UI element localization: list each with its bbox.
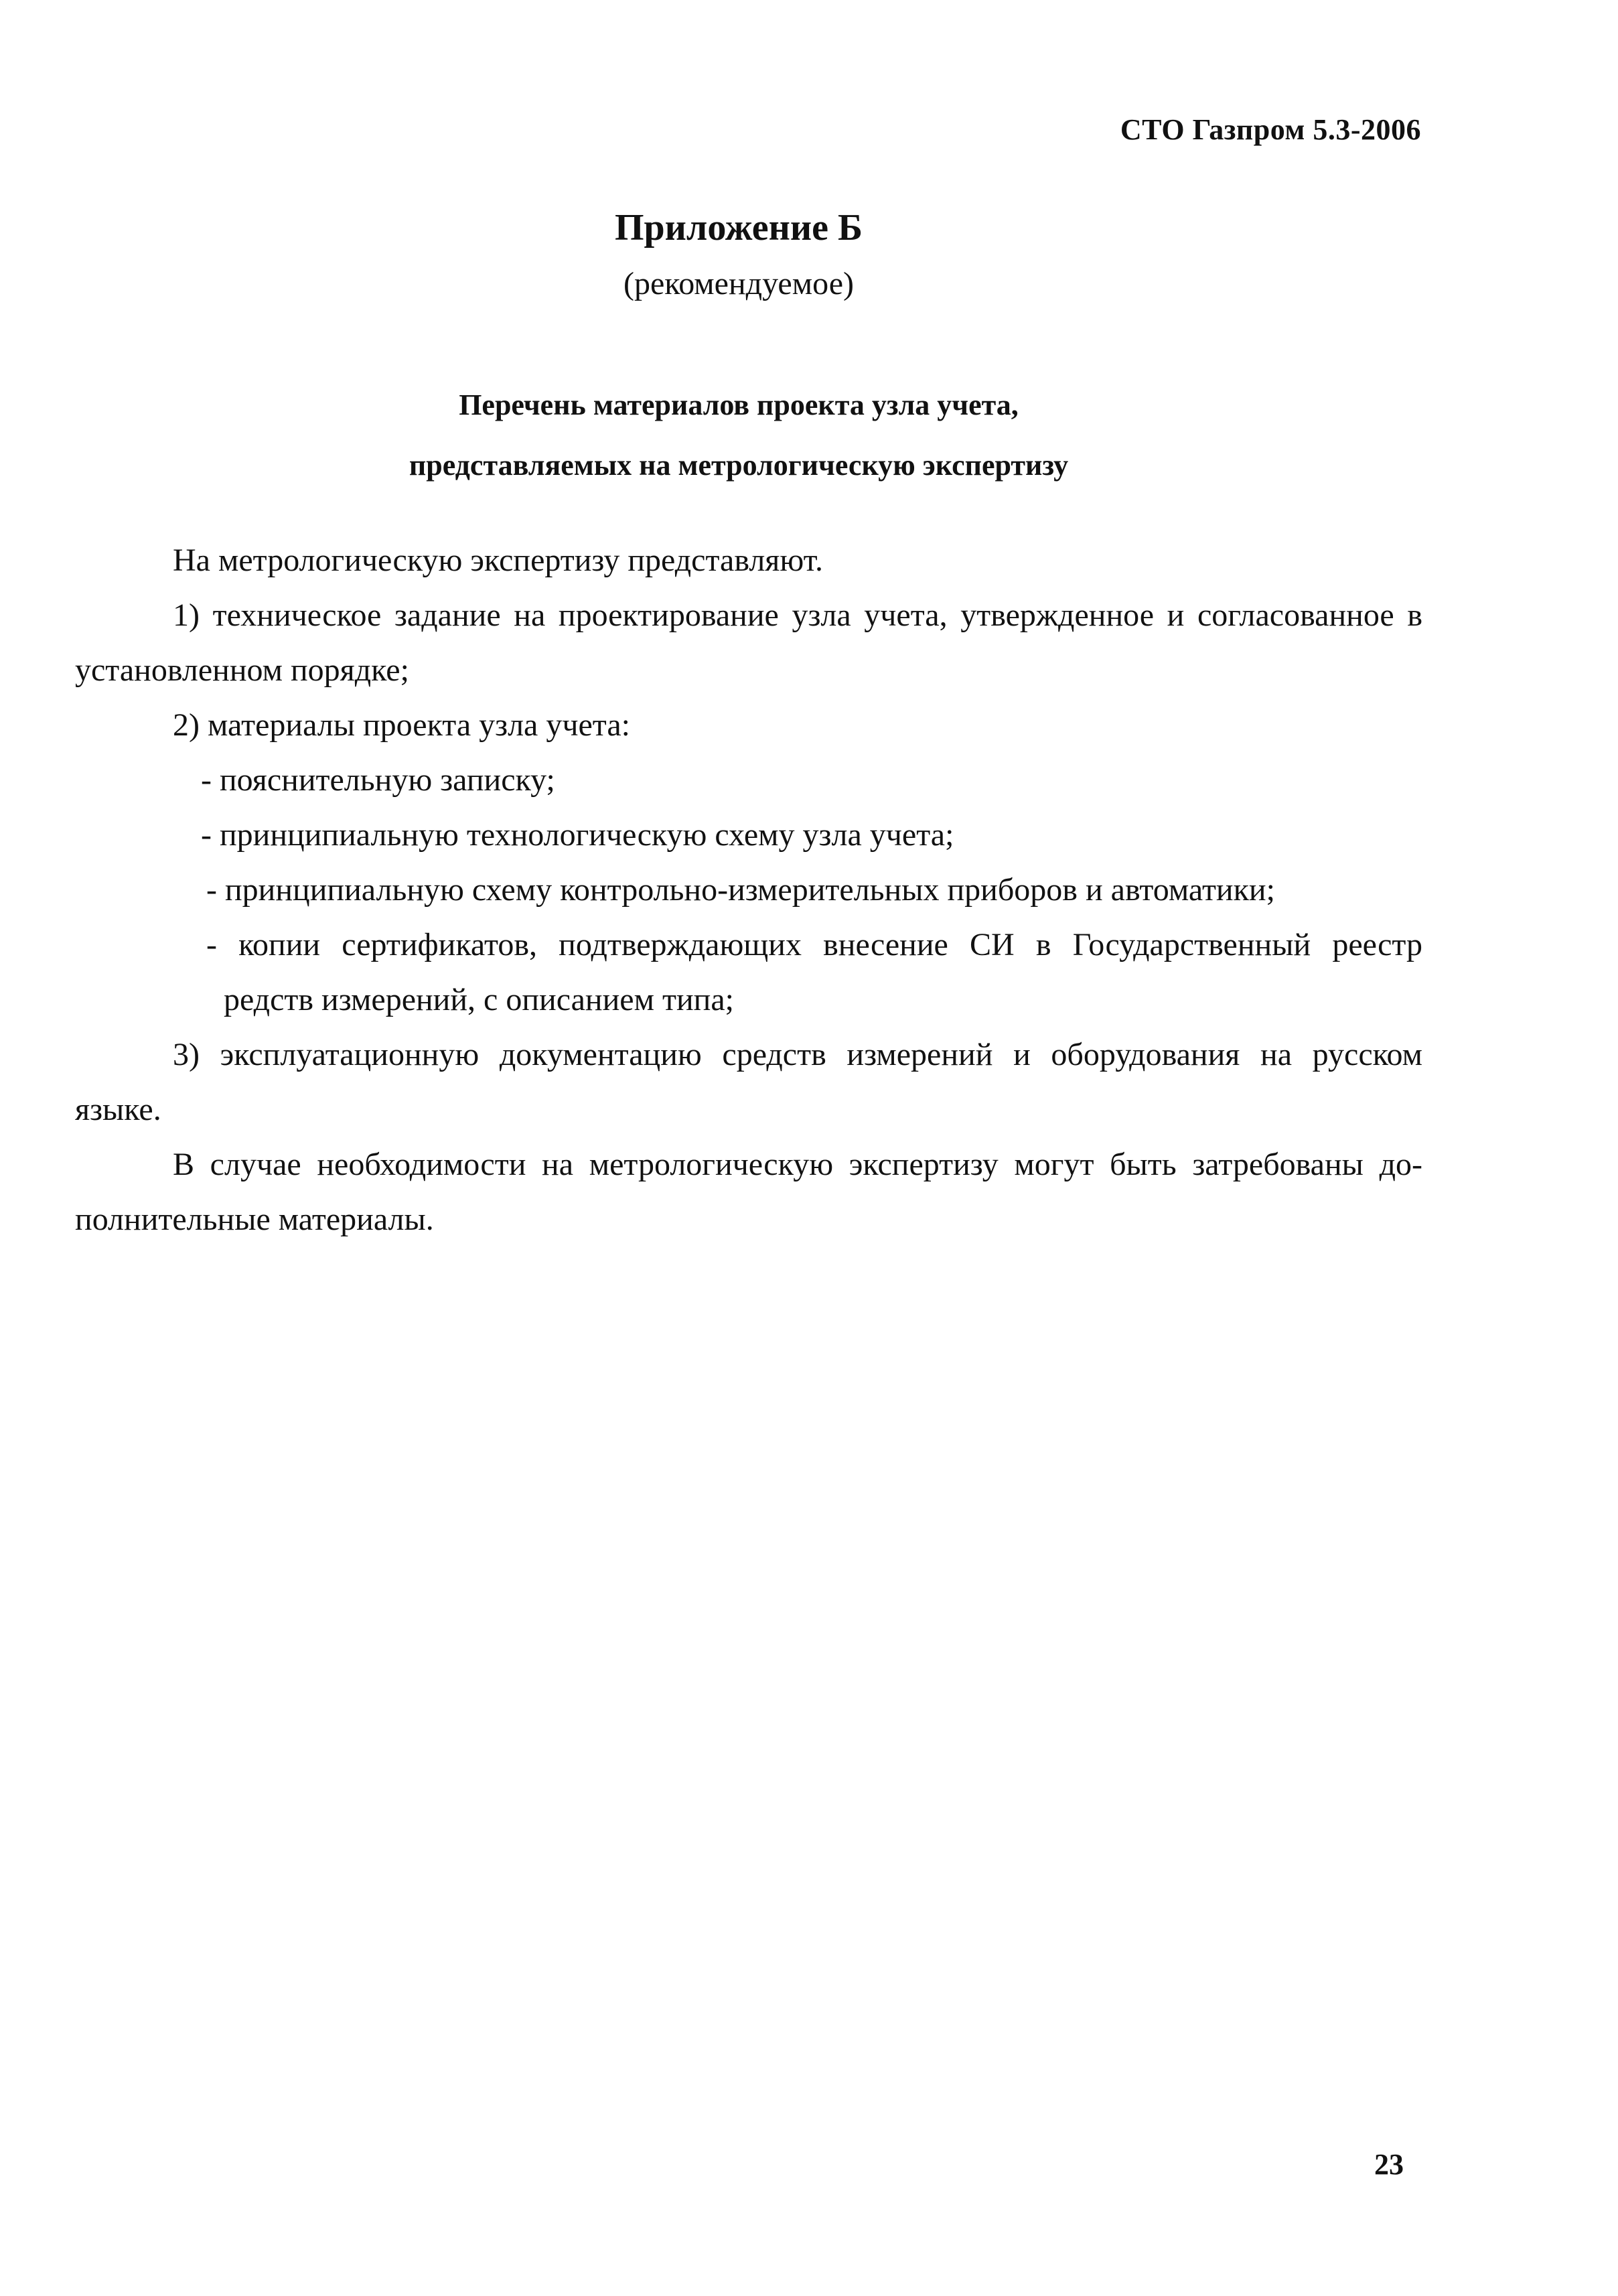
sub-item-certificates-line-1: - копии сертификатов, подтверждающих внесение СИ в Государственный реестр xyxy=(206,927,1422,962)
sub-item-certificates-line-2: редств измерений, с описанием типа; xyxy=(224,982,734,1017)
appendix-title: Приложение Б xyxy=(614,207,863,248)
sub-item-instrumentation-scheme: - принципиальную схему контрольно-измерительных приборов и автоматики; xyxy=(206,872,1275,908)
sub-item-process-scheme: - принципиальную технологическую схему узла учета; xyxy=(201,817,954,853)
appendix-status: (рекомендуемое) xyxy=(623,266,854,301)
intro-paragraph: На метрологическую экспертизу представляют. xyxy=(173,543,823,578)
document-code: СТО Газпром 5.3-2006 xyxy=(1120,113,1421,146)
item-3-line-1: 3) эксплуатационную документацию средств измерений и оборудования на русском xyxy=(173,1037,1422,1072)
item-1-line-1: 1) техническое задание на проектирование узла учета, утвержденное и согласованное в xyxy=(173,597,1422,633)
page-number: 23 xyxy=(1374,2148,1404,2181)
closing-paragraph-line-2: полнительные материалы. xyxy=(75,1202,434,1237)
section-heading-line-1: Перечень материалов проекта узла учета, xyxy=(459,388,1019,421)
sub-item-explanatory-note: - пояснительную записку; xyxy=(201,762,555,798)
closing-paragraph-line-1: В случае необходимости на метрологическую экспертизу могут быть затребованы до- xyxy=(173,1147,1422,1182)
section-heading-line-2: представляемых на метрологическую экспертизу xyxy=(409,449,1069,482)
item-1-line-2: установленном порядке; xyxy=(75,652,409,688)
body-text xyxy=(75,533,1422,1247)
section-heading xyxy=(0,375,1477,496)
item-2: 2) материалы проекта узла учета: xyxy=(173,707,630,743)
item-3-line-2: языке. xyxy=(75,1092,161,1127)
